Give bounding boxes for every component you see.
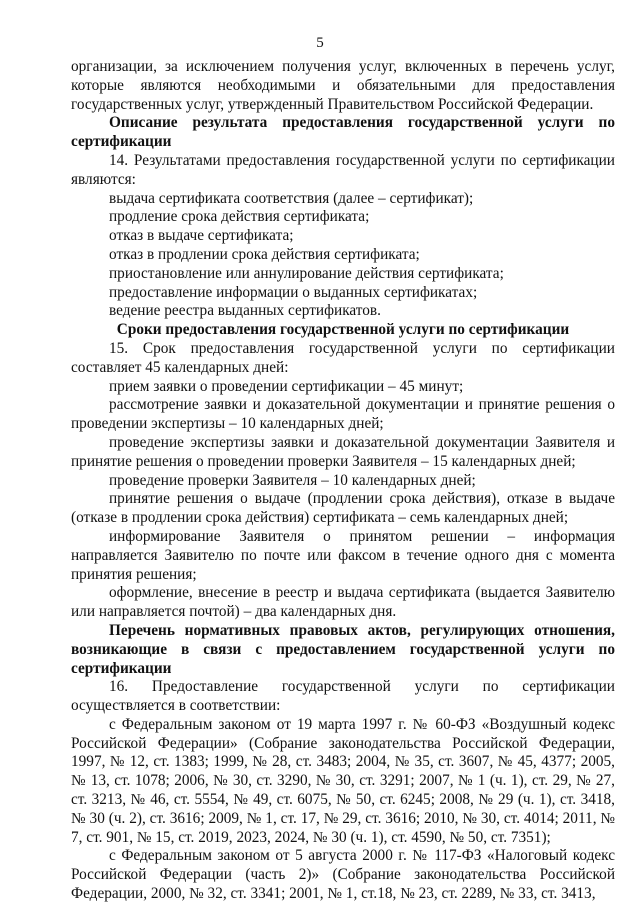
result-item: продление срока действия сертификата; [109,208,370,226]
term-item: проведение экспертизы заявки и доказательной документации Заявителя и принятие решения о проведении проверки Заявителя – 15 календарных дней; [71,433,615,470]
term-item: проведение проверки Заявителя – 10 календарных дней; [109,471,476,489]
page-body [71,58,615,904]
law-reference: с Федеральным законом от 5 августа 2000 г. № 117-ФЗ «Налоговый кодекс Российской Федерации (часть 2)» (Собрание законодательства Российской Федерации, 2000, № 32, ст. 3341; 2001, № 1, ст.18, № 23, ст. 2289, № 33, ст. 3413, [71,847,615,903]
term-item: принятие решения о выдаче (продлении срока действия), отказе в выдаче (отказе в продлении срока действия) сертификата – семь календарных дней; [71,490,615,527]
result-item: отказ в продлении срока действия сертификата; [109,245,420,263]
clause-14: 14. Результатами предоставления государственной услуги по сертификации являются: [71,151,615,188]
result-item: приостановление или аннулирование действия сертификата; [109,264,504,282]
result-item: выдача сертификата соответствия (далее – сертификат); [109,189,474,207]
term-item: информирование Заявителя о принятом решении – информация направляется Заявителю по почте или факсом в течение одного дня с момента принятия решения; [71,527,615,583]
result-item: предоставление информации о выданных сертификатах; [109,283,478,301]
clause-15: 15. Срок предоставления государственной услуги по сертификации составляет 45 календарных дней: [71,339,615,376]
page-number: 5 [316,35,324,51]
term-item: рассмотрение заявки и доказательной документации и принятие решения о проведении экспертизы – 10 календарных дней; [71,396,615,433]
term-item: оформление, внесение в реестр и выдача сертификата (выдается Заявителю или направляется почтой) – два календарных дня. [71,584,615,621]
section-heading-legal-acts: Перечень нормативных правовых актов, регулирующих отношения, возникающие в связи с предоставлением государственной услуги по сертификации [71,621,615,677]
law-reference: с Федеральным законом от 19 марта 1997 г. № 60-ФЗ «Воздушный кодекс Российской Федерации» (Собрание законодательства Российской Федерации, 1997, № 12, ст. 1383; 1999, № 28, ст. 3483; 2004, № 35, ст. 3607, № 45, 4377; 2005, № 13, ст. 1078; 2006, № 30, ст. 3290, № 30, ст. 3291; 2007, № 1 (ч. 1), ст. 29, № 27, ст. 3213, № 46, ст. 5554, № 49, ст. 6075, № 50, ст. 6245; 2008, № 29 (ч. 1), ст. 3418, № 30 (ч. 2), ст. 3616; 2009, № 1, ст. 17, № 29, ст. 3616; 2010, № 30, ст. 4014; 2011, № 7, ст. 901, № 15, ст. 2019, 2023, 2024, № 30 (ч. 1), ст. 4590, № 50, ст. 7351); [71,715,615,846]
section-heading-terms: Сроки предоставления государственной услуги по сертификации [116,321,570,339]
result-item: отказ в выдаче сертификата; [109,227,294,245]
result-item: ведение реестра выданных сертификатов. [109,302,381,320]
continuation-paragraph: организации, за исключением получения услуг, включенных в перечень услуг, которые являются необходимыми и обязательными для предоставления государственных услуг, утвержденный Правительством Российской Федерации. [71,58,615,113]
term-item: прием заявки о проведении сертификации – 45 минут; [109,377,464,395]
section-heading-results: Описание результата предоставления государственной услуги по сертификации [71,114,615,151]
clause-16: 16. Предоставление государственной услуги по сертификации осуществляется в соответствии: [71,678,615,715]
